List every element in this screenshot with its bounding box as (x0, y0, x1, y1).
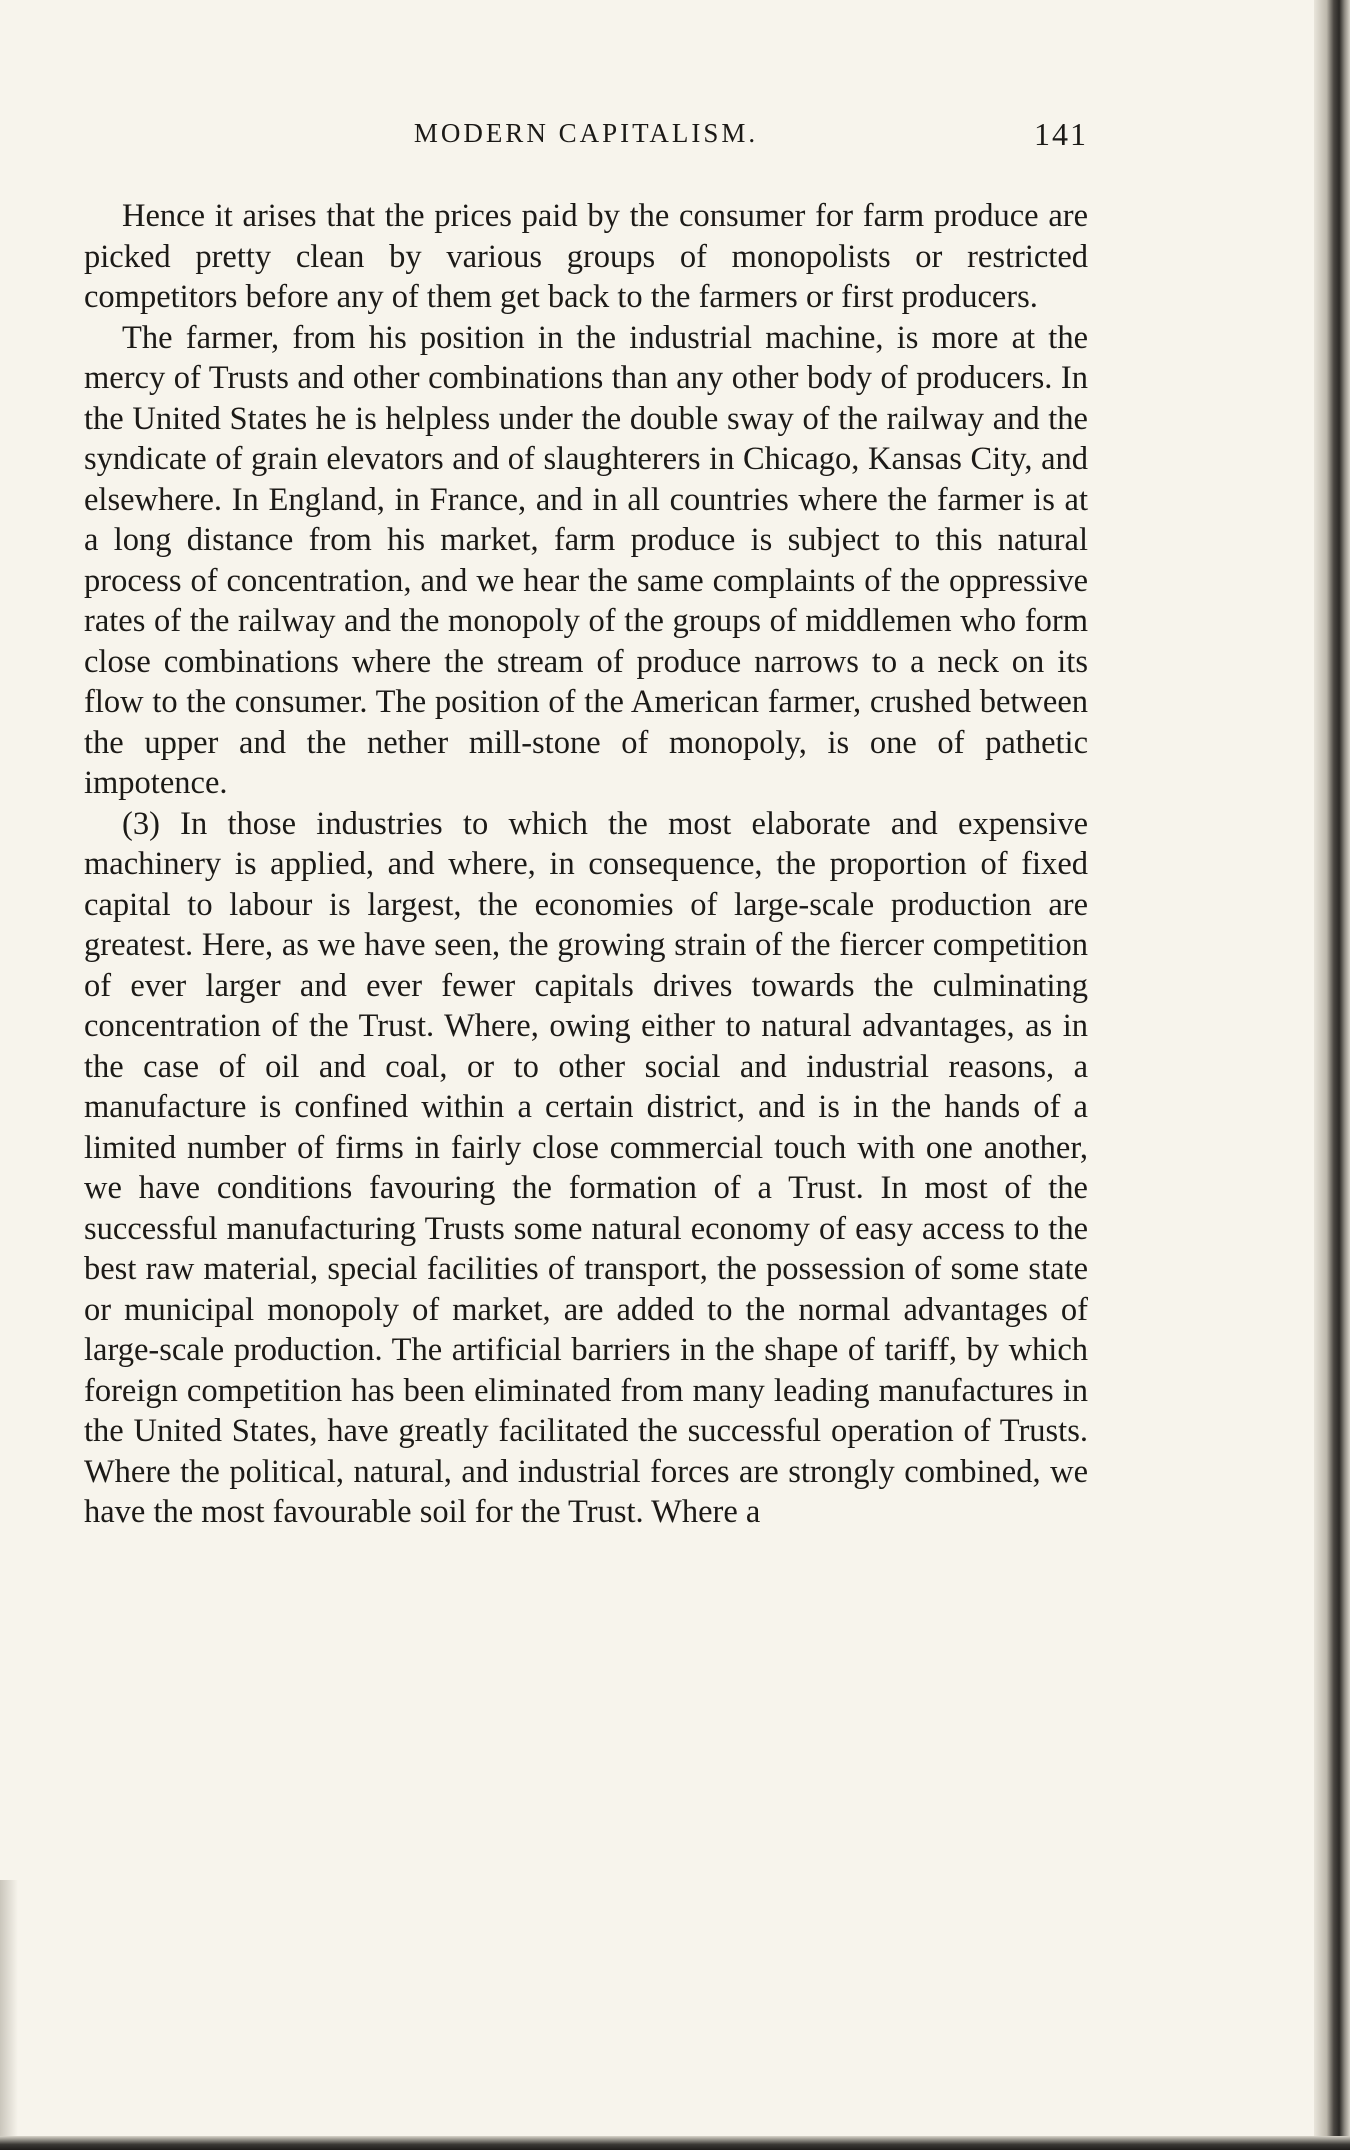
page-number: 141 (1034, 116, 1088, 152)
paragraph: The farmer, from his position in the industrial machine, is more at the mercy of Trusts and other combinations than any other body of producers. In the United States he is helpless under the double sway of the railway and the syndicate of grain elevators and of slaughterers in Chicago, Kansas City, and elsewhere. In England, in France, and in all countries where the farmer is at a long distance from his market, farm produce is subject to this natural process of concentration, and we hear the same complaints of the oppressive rates of the railway and the monopoly of the groups of middlemen who form close combinations where the stream of produce narrows to a neck on its flow to the consumer. The position of the American farmer, crushed between the upper and the nether mill-stone of monopoly, is one of pathetic impotence. (84, 319, 1088, 801)
page-bottom-edge (0, 2136, 1350, 2150)
page-header (84, 116, 1088, 156)
page-edge-shadow (1314, 0, 1350, 2150)
body-text (84, 196, 1088, 1533)
paragraph: Hence it arises that the prices paid by the consumer for farm produce are picked pretty clean by various groups of monopolists or restricted competitors before any of them get back to the farmers or first producers. (84, 198, 1088, 315)
running-head: MODERN CAPITALISM. (413, 118, 759, 148)
page-left-edge (0, 1880, 18, 2140)
paragraph: (3) In those industries to which the most elaborate and expensive machinery is applied, and where, in consequence, the proportion of fixed capital to labour is largest, the economies of large-scale production are greatest. Here, as we have seen, the growing strain of the fiercer competition of ever larger and ever fewer capitals drives towards the culminating concentration of the Trust. Where, owing either to natural advantages, as in the case of oil and coal, or to other social and industrial reasons, a manufacture is confined within a certain district, and is in the hands of a limited number of firms in fairly close commercial touch with one another, we have conditions favouring the formation of a Trust. In most of the successful manufacturing Trusts some natural economy of easy access to the best raw material, special facilities of transport, the possession of some state or municipal monopoly of market, are added to the normal advantages of large-scale production. The artificial barriers in the shape of tariff, by which foreign competition has been eliminated from many leading manufactures in the United States, have greatly facilitated the successful operation of Trusts. Where the political, natural, and industrial forces are strongly combined, we have the most favourable soil for the Trust. Where a (84, 805, 1088, 1530)
